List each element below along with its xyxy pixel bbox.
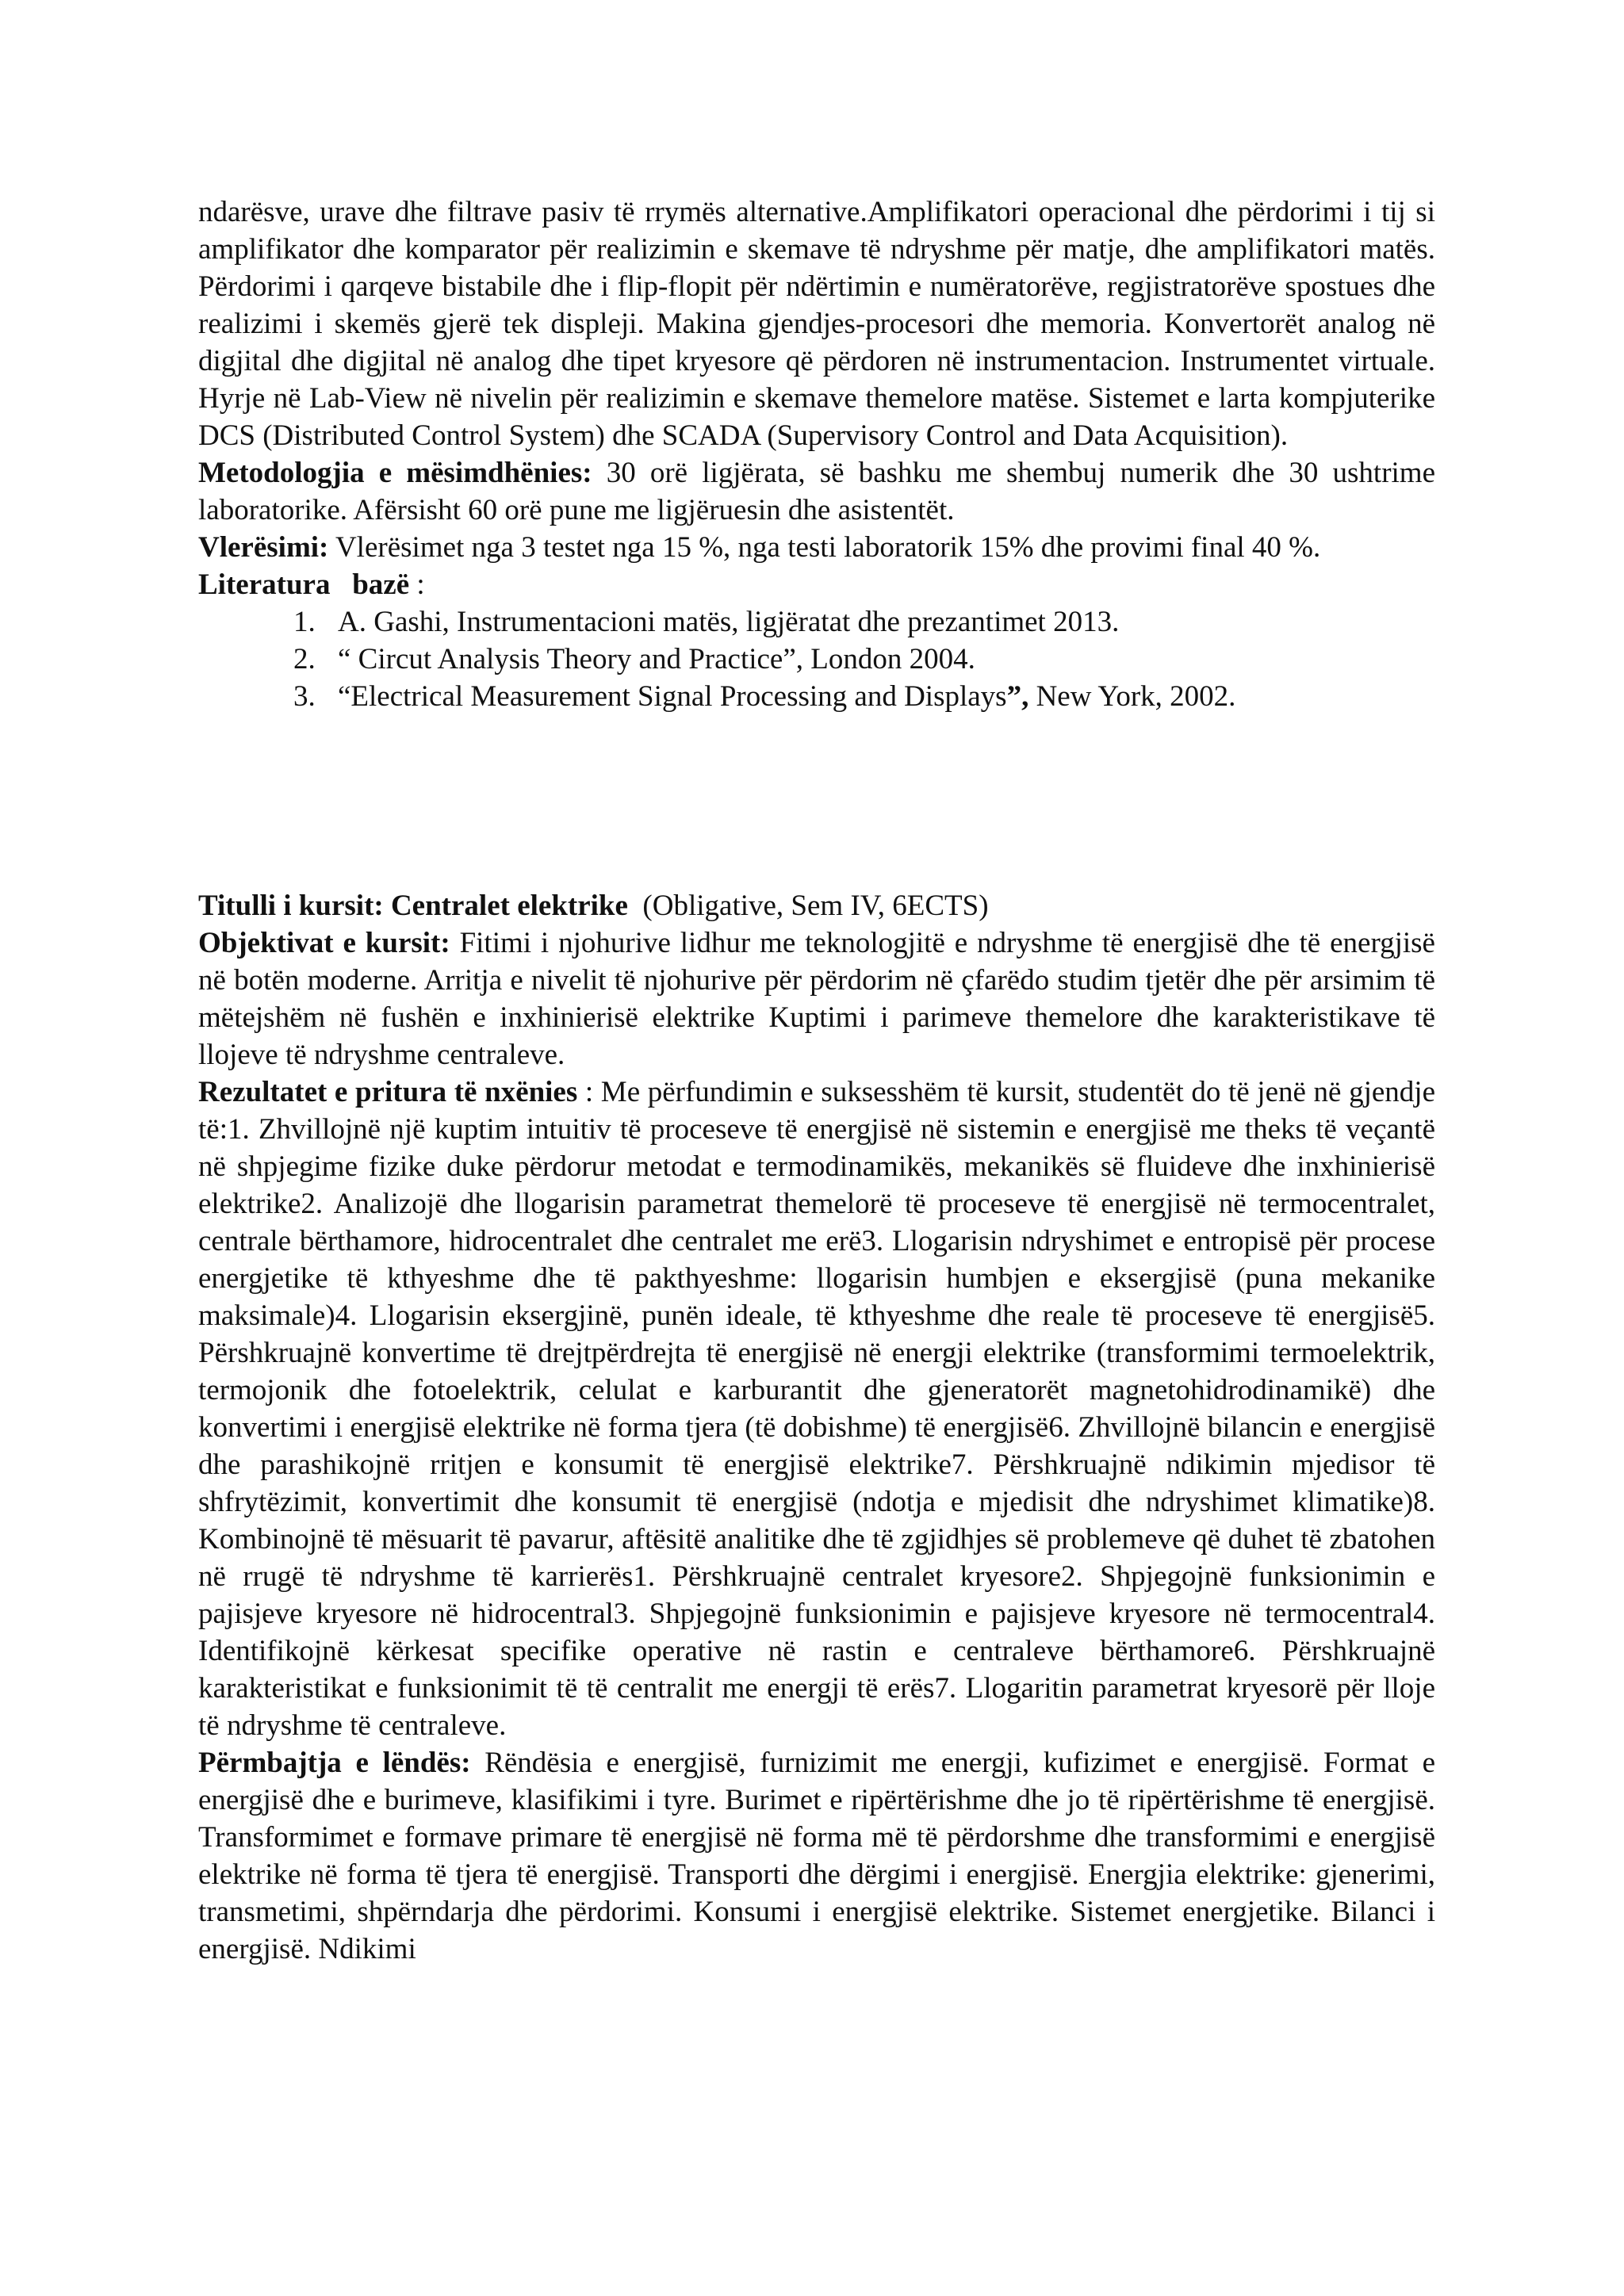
course-title-label: Titulli i kursit: Centralet elektrike [198, 890, 628, 922]
learning-outcomes-label: Rezultatet e pritura të nxënies [198, 1076, 578, 1108]
objectives-paragraph [198, 924, 1435, 1073]
course-content-paragraph [198, 1744, 1435, 1968]
course-description-continuation: ndarësve, urave dhe filtrave pasiv të rrymës alternative.Amplifikatori operacional dhe përdorimi i tij si amplifikator dhe komparator për realizimin e skemave të ndryshme për matje, dhe amplifikatori matës. Përdorimi i qarqeve bistabile dhe i flip-flopit për ndërtimin e numëratorëve, regjistratorëve spostues dhe realizimi i skemës gjerë tek displeji. Makina gjendjes-procesori dhe memoria. Konvertorët analog në digjital dhe digjital në analog dhe tipet kryesore që përdoren në instrumentacion. Instrumentet virtuale. Hyrje në Lab-View në nivelin për realizimin e skemave themelore matëse. Sistemet e larta kompjuterike DCS (Distributed Control System) dhe SCADA (Supervisory Control and Data Acquisition). [198, 196, 1435, 452]
literature-item-bold-tail: ”, [1006, 680, 1029, 713]
methodology-text: 30 orë ligjërata, së bashku me shembuj numerik dhe 30 ushtrime laboratorike. Afërsisht 60 orë pune me ligjëruesin dhe asistentët. [198, 457, 1435, 526]
literature-item-number: 3. [293, 680, 316, 713]
literature-item-text: A. Gashi, Instrumentacioni matës, ligjëratat dhe prezantimet 2013. [338, 606, 1120, 638]
course-content-text: Rëndësia e energjisë, furnizimit me energji, kufizimet e energjisë. Format e energjisë dhe e burimeve, klasifikimi i tyre. Burimet e ripërtërishme dhe jo të ripërtërishme të energjisë. Transformimet e formave primare të energjisë në forma më të përdorshme dhe transformimi e energjisë elektrike në forma të tjera të energjisë. Transporti dhe dërgimi i energjisë. Energjia elektrike: gjenerimi, transmetimi, shpërndarja dhe përdorimi. Konsumi i energjisë elektrike. Sistemet energjetike. Bilanci i energjisë. Ndikimi [198, 1747, 1436, 1965]
literature-item-tail: New York, 2002. [1028, 680, 1236, 713]
literature-list [198, 603, 1435, 715]
document-page [198, 193, 1435, 1968]
literature-item-text-wrapper [338, 678, 1235, 715]
literature-colon: : [409, 568, 425, 601]
literature-item [293, 603, 1435, 641]
literature-item-text: “Electrical Measurement Signal Processing and Displays [338, 680, 1007, 713]
assessment-paragraph [198, 529, 1435, 566]
methodology-paragraph [198, 454, 1435, 529]
assessment-text: Vlerësimet nga 3 testet nga 15 %, nga testi laboratorik 15% dhe provimi final 40 %. [328, 531, 1321, 564]
literature-heading [198, 566, 1435, 603]
learning-outcomes-text: : Me përfundimin e suksesshëm të kursit, studentët do të jenë në gjendje të:1. Zhvillojnë një kuptim intuitiv të proceseve të energjisë në sistemin e energjisë me theks të veçantë në shpjegime fizike duke përdorur metodat e termodinamikës, mekanikës së fluideve dhe inxhinierisë elektrike2. Analizojë dhe llogarisin parametrat themelorë të proceseve të energjisë në termocentralet, centrale bërthamore, hidrocentralet dhe centralet me erë3. Llogarisin ndryshimet e entropisë për procese energjetike të kthyeshme dhe të pakthyeshme: llogarisin humbjen e eksergjisë (puna mekanike maksimale)4. Llogarisin eksergjinë, punën ideale, të kthyeshme dhe reale të proceseve të energjisë5. Përshkruajnë konvertime të drejtpërdrejta të energjisë në energji elektrike (transformimi termoelektrik, termojonik dhe fotoelektrik, celulat e karburantit dhe gjeneratorët magnetohidrodinamikë) dhe konvertimi i energjisë elektrike në forma tjera (të dobishme) të energjisë6. Zhvillojnë bilancin e energjisë dhe parashikojnë rritjen e konsumit të energjisë elektrike7. Përshkruajnë ndikimin mjedisor të shfrytëzimit, konvertimit dhe konsumit të energjisë (ndotja e mjedisit dhe ndryshimet klimatike)8. Kombinojnë të mësuarit të pavarur, aftësitë analitike dhe të zgjidhjes së problemeve që duhet të zbatohen në rrugë të ndryshme të karrierës1. Përshkruajnë centralet kryesore2. Shpjegojnë funksionimin e pajisjeve kryesore në hidrocentral3. Shpjegojnë funksionimin e pajisjeve kryesore në termocentral4. Identifikojnë kërkesat specifike operative në rastin e centraleve bërthamore6. Përshkruajnë karakteristikat e funksionimit të të centralit me energji të erës7. Llogaritin parametrat kryesorë për lloje të ndryshme të centraleve. [198, 1076, 1435, 1742]
objectives-label: Objektivat e kursit: [198, 927, 450, 959]
literature-item-number: 1. [293, 606, 316, 638]
course-content-label: Përmbajtja e lëndës: [198, 1747, 471, 1779]
literature-item [293, 678, 1435, 715]
section-gap [198, 715, 1435, 887]
course-title-meta: (Obligative, Sem IV, 6ECTS) [627, 890, 989, 922]
learning-outcomes-paragraph [198, 1073, 1435, 1744]
literature-label: Literatura bazë [198, 568, 410, 601]
literature-item-text: “ Circut Analysis Theory and Practice”, London 2004. [338, 643, 975, 675]
assessment-label: Vlerësimi: [198, 531, 329, 564]
objectives-text: Fitimi i njohurive lidhur me teknologjitë e ndryshme të energjisë dhe të energjisë në botën moderne. Arritja e nivelit të njohurive për përdorim në çfarëdo studim tjetër dhe për arsimim të mëtejshëm në fushën e inxhinierisë elektrike Kuptimi i parimeve themelore dhe karakteristikave të llojeve të ndryshme centraleve. [198, 927, 1435, 1071]
methodology-label: Metodologjia e mësimdhënies: [198, 457, 592, 489]
literature-item-number: 2. [293, 643, 316, 675]
course-title-line [198, 887, 1435, 924]
literature-item [293, 641, 1435, 678]
